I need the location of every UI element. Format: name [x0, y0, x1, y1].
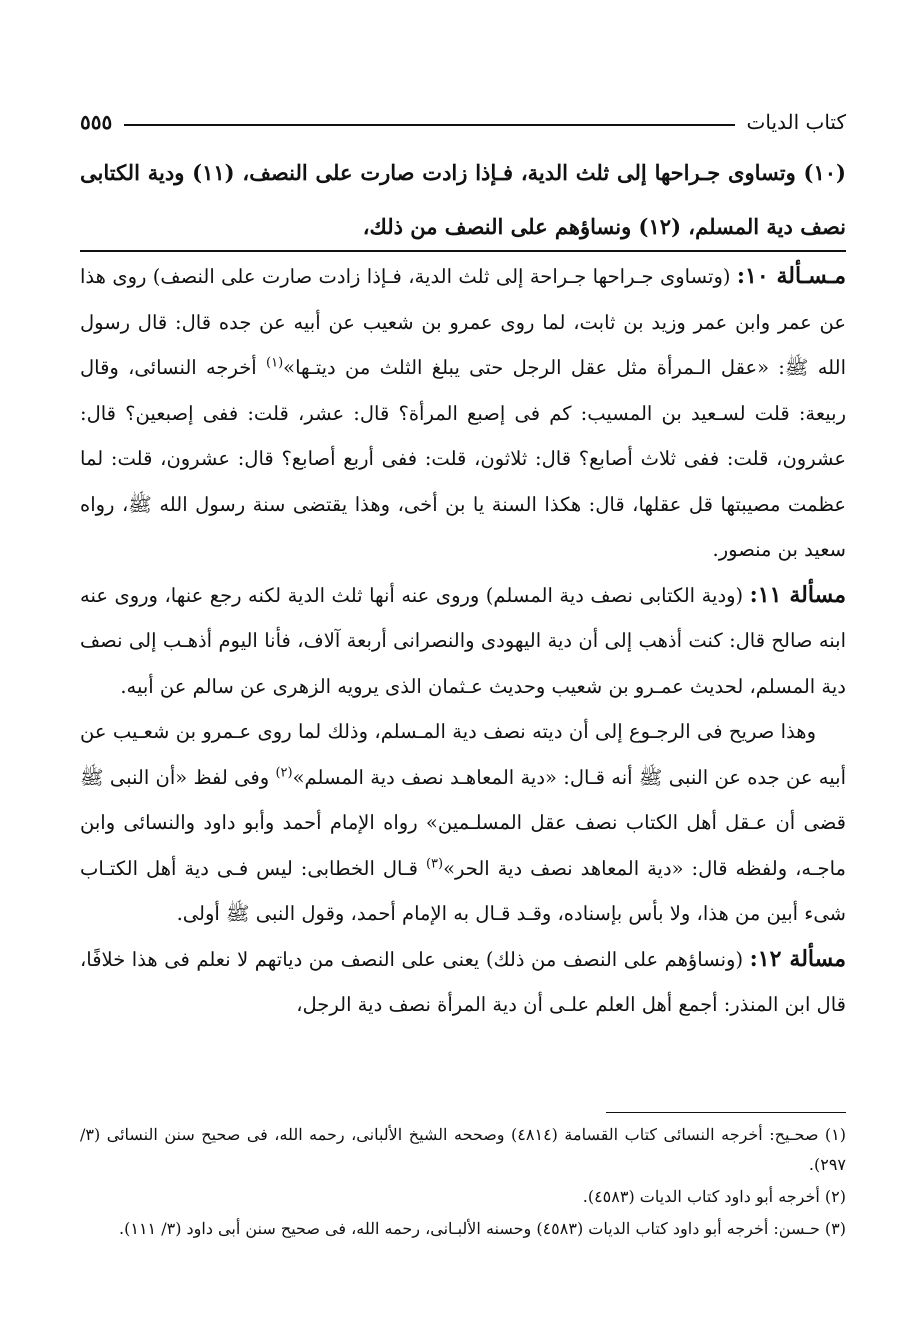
- continuation-text-a: وهذا صريح فى الرجـوع إلى أن ديته نصف دية المـسلم، وذلك لما روى عـمرو بن شعـيب عن أبيه عن جده عن النبى ﷺ أنه قـال: «دية المعاهـد نصف دية المسلم»: [80, 720, 846, 789]
- continuation-paragraph: [80, 709, 846, 937]
- masala-11-text: (ودية الكتابى نصف دية المسلم) وروى عنه أنها ثلث الدية لكنه رجع عنها، وروى عنه ابنه صالح قال: كنت أذهب إلى أن دية اليهودى والنصرانى أربعة آلاف، فأنا اليوم أذهـب إلى نصف دية المسلم، لحديث عمـرو بن شعيب وحديث عـثمان الذى يرويه الزهرى عن سالم عن أبيه.: [80, 583, 846, 698]
- continuation-text-c: قـال الخطابى: ليس فـى دية أهل الكتـاب شىء أبين من هذا، ولا بأس بإسناده، وقـد قـال به الإمام أحمد، وقول النبى ﷺ أولى.: [80, 856, 846, 925]
- footnote-ref-3[interactable]: (٣): [425, 856, 444, 871]
- commentary-body: [80, 254, 846, 1028]
- footnote-ref-1[interactable]: (١): [266, 355, 284, 371]
- masala-10-paragraph: [80, 254, 846, 573]
- masala-12-paragraph: [80, 937, 846, 1028]
- book-title: كتاب الديات: [746, 110, 846, 134]
- footnotes: [80, 1120, 846, 1246]
- footnote-divider: [606, 1112, 846, 1113]
- masala-11-paragraph: [80, 573, 846, 710]
- running-header: [80, 104, 846, 140]
- matn-divider: [80, 250, 846, 252]
- masala-11-label: مسألة ١١:: [749, 581, 847, 608]
- masala-10-text-b: أخرجه النسائى، وقال ربيعة: قلت لسـعيد بن المسيب: كم فى إصبع المرأة؟ قال: عشر، قلت: ففى إصبعين؟ قال: عشرون، قلت: ففى ثلاث أصابع؟ قال: ثلاثون، قلت: ففى أربع أصابع؟ قال: عشرون، قلت: لما عظمت مصيبتها قل عقلها، قال: هكذا السنة يا بن أخى، وهذا يقتضى سنة رسول الله ﷺ، رواه سعيد بن منصور.: [80, 356, 846, 561]
- header-rule: [124, 124, 734, 126]
- footnote-2: (٢) أخرجه أبو داود كتاب الديات (٤٥٨٣).: [582, 1187, 846, 1206]
- footnote-3: (٣) حـسن: أخرجه أبو داود كتاب الديات (٤٥٨٣) وحسنه الألبـانى، رحمه الله، فى صحيح سنن أبى داود (٣/ ١١١).: [119, 1219, 846, 1238]
- footnote-1: (١) صحـيح: أخرجه النسائى كتاب القسامة (٤٨١٤) وصححه الشيخ الألبانى، رحمه الله، فى صحيح سنن النسائى (٣/ ٢٩٧).: [80, 1125, 846, 1174]
- masala-10-label: مـسـألة ١٠:: [736, 263, 846, 289]
- continuation-text-b: وفى لفظ «أن النبى ﷺ قضى أن عـقل أهل الكتاب نصف عقل المسلـمين» رواه الإمام أحمد وأبو داود والنسائى وابن ماجـه، ولفظه قال: «دية المعاهد نصف دية الحر»: [80, 765, 846, 880]
- masala-12-label: مسألة ١٢:: [749, 945, 847, 972]
- footnote-ref-2[interactable]: (٢): [275, 765, 293, 780]
- masala-10-text-a: (وتساوى جـراحها جـراحة إلى ثلث الدية، فـإذا زادت صارت على النصف) روى هذا عن عمر وابن عمر وزيد بن ثابت، لما روى عمرو بن شعيب عن أبيه عن جده قال: قال رسول الله ﷺ: «عقل الـمرأة مثل عقل الرجل حتى يبلغ الثلث من ديتـها»: [80, 265, 846, 379]
- matn-text: (١٠) وتساوى جـراحها إلى ثلث الدية، فـإذا زادت صارت على النصف، (١١) ودية الكتابى نصف دية المسلم، (١٢) ونساؤهم على النصف من ذلك،: [80, 160, 846, 239]
- masala-12-text: (ونساؤهم على النصف من ذلك) يعنى على النصف من دياتهم لا نعلم فى هذا خلافًا، قال ابن المنذر: أجمع أهل العلم علـى أن دية المرأة نصف دية الرجل،: [80, 947, 846, 1016]
- page-number: ٥٥٥: [80, 110, 113, 134]
